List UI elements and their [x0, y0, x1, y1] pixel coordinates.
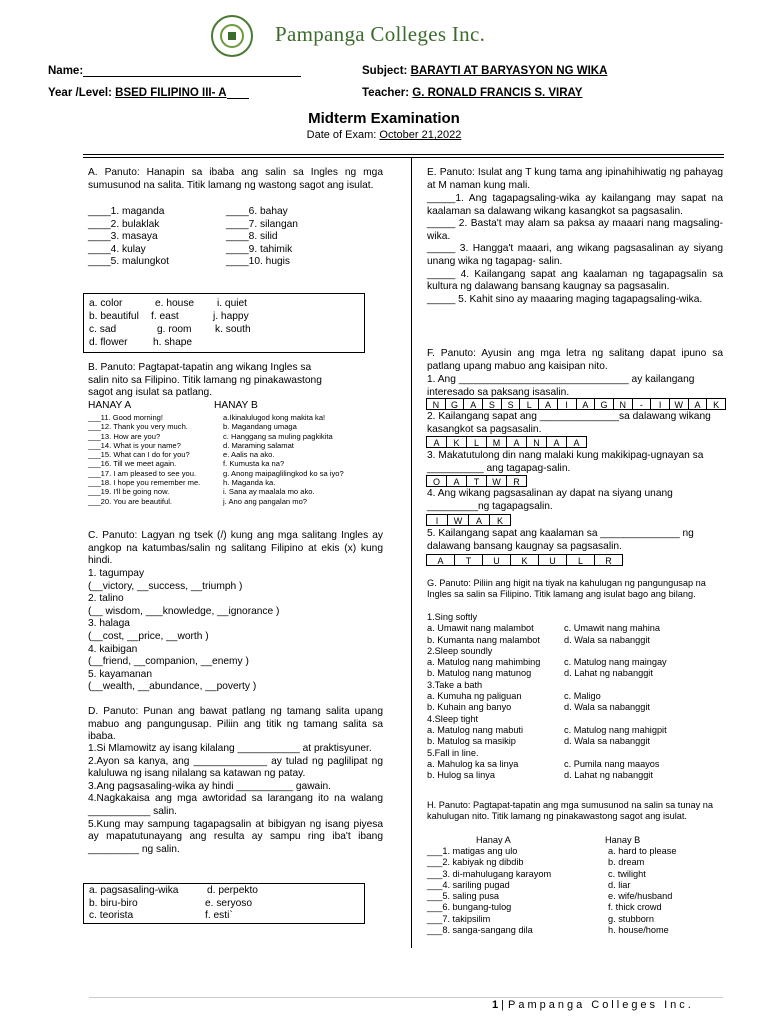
- choice: b. Matulog nang matunog: [427, 668, 532, 679]
- table-row: ___18. I hope you remember me. h. Maganda ka.: [88, 478, 276, 488]
- letter-cell: A: [468, 514, 490, 526]
- list-item: 4.Nagkakaisa ang mga awtoridad sa larangang ito na walang ___________ salin.: [88, 793, 383, 817]
- header-rule: [83, 154, 724, 155]
- list-item: 2. talino: [88, 593, 124, 605]
- question: 4.Sleep tight: [427, 713, 479, 724]
- hanay-a-item: ___5. saling pusa: [427, 891, 500, 902]
- table-row: [427, 891, 723, 902]
- section-f-instructions: F. Panuto: Ayusin ang mga letra ng salitang dapat ipuno sa patlang upang mabuo ang kaisipan nito.: [427, 348, 723, 372]
- list-item: ____3. masaya: [88, 231, 158, 243]
- footer-rule: [89, 997, 723, 998]
- letter-grid-3: [427, 475, 527, 487]
- list-item: 1.Si Mlamowitz ay isang kilalang ___________ at praktisyuner.: [88, 743, 372, 754]
- section-f-item-1: 1. Ang ______________________________ ay kailangang interesado sa paksang isasalin.: [427, 374, 695, 398]
- section-a-instructions: A. Panuto: Hanapin sa ibaba ang salin sa Ingles ng mga sumusunod na salita. Titik lamang ng wastong sagot ang isulat.: [88, 167, 383, 191]
- list-item: (__victory, __success, __triumph ): [88, 580, 243, 592]
- hanay-b-item: b. dream: [608, 857, 645, 868]
- hanay-a-item: ___1. matigas ang ulo: [427, 846, 518, 856]
- letter-cell: A: [463, 398, 483, 410]
- list-item: (__ wisdom, ___knowledge, __ignorance ): [88, 605, 280, 617]
- section-b-hanay-b: HANAY B: [214, 400, 258, 411]
- table-row: [427, 880, 723, 891]
- list-item: 3. halaga: [88, 618, 130, 630]
- list-item: 1. tagumpay: [88, 568, 145, 579]
- letter-cell: K: [489, 514, 511, 526]
- choice-row: [427, 668, 723, 679]
- table-row: ___11. Good morning! a.Ikinalulugod kong makita ka!: [88, 413, 326, 422]
- choice-row: [427, 635, 723, 646]
- choice: a. Umawit nang malambot: [427, 623, 534, 634]
- section-d-choices: a. pagsasaling-wika d. perpekto b. biru-biro e. seryoso c. teorista f. esti`: [89, 885, 258, 922]
- section-f-item-2: 2. Kailangang sapat ang ______________sa dalawang wikang kasangkot sa pagsasalin.: [427, 411, 711, 435]
- list-item: _____ 5. Kahit sino ay maaaring maging tagapagsaling-wika.: [427, 293, 703, 305]
- teacher-field: Teacher: G. RONALD FRANCIS S. VIRAY: [362, 87, 583, 99]
- list-item: ____10. hugis: [226, 256, 291, 268]
- section-h-instructions: H. Panuto: Pagtapat-tapatin ang mga sumusunod na salin sa tunay na kahulugan nito. Titik lamang ng pinakawastong sagot ang isulat.: [427, 800, 714, 822]
- list-item: ____9. tahimik: [226, 243, 293, 255]
- letter-cell: N: [526, 436, 547, 448]
- section-h-hanay-a: Hanay A: [476, 835, 511, 845]
- section-e-instructions: E. Panuto: Isulat ang T kung tama ang ipinahihiwatig ng pahayag at M naman kung mali.: [427, 167, 723, 191]
- section-g-instructions: G. Panuto: Piliin ang higit na tiyak na kahulugan ng pangungusap na Ingles sa salin sa Filipino. Titik lamang ang isulat bago ang bilang.: [427, 578, 706, 600]
- list-item: ____1. maganda: [88, 206, 165, 217]
- table-row: [427, 857, 723, 868]
- letter-grid-1: [427, 398, 726, 410]
- letter-cell: A: [426, 554, 455, 566]
- list-item: _____ 3. Hangga't maaari, ang wikang pagsasalinan ay siyang unang wika ng tagapag- salin.: [427, 243, 723, 267]
- hanay-a-item: ___2. kabiyak ng dibdib: [427, 857, 524, 868]
- section-d-instructions: D. Panuto: Punan ang bawat patlang ng tamang salita upang mabuo ang pangungusap. Piliin ang titik ng tamang salita sa ibaba.: [88, 706, 383, 743]
- page-footer: 1| Pampanga Colleges Inc.: [492, 999, 694, 1011]
- letter-cell: G: [445, 398, 465, 410]
- choice-row: [427, 623, 723, 634]
- choice: c. Pumila nang maayos: [564, 758, 660, 769]
- question: 1.Sing softly: [427, 612, 478, 622]
- hanay-b-item: c. twilight: [608, 868, 646, 879]
- letter-cell: A: [506, 436, 527, 448]
- question: 3.Take a bath: [427, 679, 483, 690]
- letter-grid-4: [427, 514, 511, 526]
- choice: a. Kumuha ng paliguan: [427, 691, 522, 702]
- section-h-rows: [427, 846, 723, 936]
- hanay-b-item: f. thick crowd: [608, 902, 662, 913]
- letter-cell: A: [576, 398, 596, 410]
- letter-cell: L: [566, 554, 595, 566]
- list-item: 5.Kung may sampung tagapagsalin at bibigyan ng isang piyesa ay mapatutunayang ang resulta ay sampu ring iba't ibang _________ ng salin.: [88, 818, 383, 855]
- section-h-hanay-b: Hanay B: [605, 835, 641, 845]
- list-item: ____6. bahay: [226, 206, 288, 217]
- choice-row: [427, 759, 723, 770]
- section-d-items: [88, 743, 383, 856]
- list-item: _____ 2. Basta't may alam sa paksa ay maaari nang magsaling-wika.: [427, 218, 723, 242]
- choice: b. Matulog sa masikip: [427, 736, 516, 747]
- table-row: ___14. What is your name? d. Maraming salamat: [88, 440, 294, 450]
- letter-grid-5: [427, 554, 623, 566]
- letter-cell: K: [446, 436, 467, 448]
- letter-cell: A: [546, 436, 567, 448]
- header-rule-2: [83, 157, 724, 158]
- table-row: ___15. What can I do for you? e. Aalis na ako.: [88, 450, 275, 460]
- choice: d. Lahat ng nabanggit: [564, 770, 653, 781]
- section-c-items: [88, 568, 383, 694]
- choice-row: [427, 736, 723, 747]
- choice: c. Umawit nang mahina: [564, 623, 661, 634]
- letter-cell: A: [538, 398, 558, 410]
- letter-grid-2: [427, 436, 587, 448]
- hanay-b-item: h. house/home: [608, 925, 669, 936]
- list-item: _____1. Ang tagapagsaling-wika ay kailangang may sapat na kaalaman sa dalawang wikang kasangkot sa pagsasalin.: [427, 193, 723, 217]
- choice: c. Matulog nang mahigpit: [564, 724, 667, 735]
- exam-title: Midterm Examination: [308, 110, 460, 127]
- letter-cell: R: [506, 475, 527, 487]
- letter-cell: U: [538, 554, 567, 566]
- choice: a. Matulog nang mabuti: [427, 724, 524, 735]
- choice-row: [427, 702, 723, 713]
- list-item: ____8. silid: [226, 231, 278, 243]
- choice: a. Mahulog ka sa linya: [427, 758, 519, 769]
- choice: d. Wala sa nabanggit: [564, 702, 650, 713]
- letter-cell: T: [466, 475, 487, 487]
- question: 5.Fall in line.: [427, 747, 479, 758]
- choice-row: [427, 725, 723, 736]
- choice: c. Matulog nang maingay: [564, 657, 667, 668]
- choice-row: [427, 770, 723, 781]
- letter-cell: O: [426, 475, 447, 487]
- list-item: ____5. malungkot: [88, 256, 169, 268]
- letter-cell: L: [519, 398, 539, 410]
- hanay-a-item: ___4. sariling pugad: [427, 879, 510, 890]
- school-name: Pampanga Colleges Inc.: [275, 22, 486, 46]
- section-f-item-3: 3. Makatutulong din nang malaki kung makikipag-ugnayan sa __________ ang tagapag-salin.: [427, 450, 704, 474]
- section-b-rows: [88, 413, 388, 506]
- letter-cell: A: [446, 475, 467, 487]
- choice: b. Kumanta nang malambot: [427, 634, 540, 645]
- list-item: 3.Ang pagsasaling-wika ay hindi __________ gawain.: [88, 780, 331, 792]
- letter-cell: L: [466, 436, 487, 448]
- year-field: Year /Level: BSED FILIPINO III- A: [48, 87, 249, 99]
- hanay-b-item: g. stubborn: [608, 913, 654, 924]
- letter-cell: W: [486, 475, 507, 487]
- list-item: _____ 4. Kailangang sapat ang kaalaman ng tagapagsalin sa kultura ng dalawang bansang kaugnay sa pagsasalin.: [427, 268, 723, 293]
- subject-field: Subject: BARAYTI AT BARYASYON NG WIKA: [362, 65, 608, 77]
- letter-cell: W: [669, 398, 689, 410]
- letter-cell: I: [426, 514, 448, 526]
- letter-cell: I: [557, 398, 577, 410]
- letter-cell: S: [482, 398, 502, 410]
- letter-cell: R: [594, 554, 623, 566]
- section-c-instructions: C. Panuto: Lagyan ng tsek (/) kung ang mga salitang Ingles ay angkop na katumbas/salin ng salitang Filipino at ekis (x) kung hindi.: [88, 530, 383, 567]
- choice-row: [427, 657, 723, 668]
- table-row: ___12. Thank you very much. b. Magandang umaga: [88, 422, 297, 432]
- section-a-choices: a. color e. house i. quiet b. beautiful f. east j. happy c. sad g. room k. south d. flower h. shape: [89, 298, 251, 348]
- section-b-hanay-a: HANAY A: [88, 400, 132, 411]
- section-g-items: [427, 612, 723, 781]
- list-item: 2.Ayon sa kanya, ang _____________ ay tulad ng paglilipat ng kaluluwa ng isang nilalang sa katawan ng patay.: [88, 755, 383, 780]
- letter-cell: K: [706, 398, 726, 410]
- letter-cell: S: [501, 398, 521, 410]
- letter-cell: I: [650, 398, 670, 410]
- letter-cell: T: [454, 554, 483, 566]
- table-row: [427, 925, 723, 936]
- choice: a. Matulog nang mahimbing: [427, 657, 541, 668]
- list-item: ____2. bulaklak: [88, 218, 160, 230]
- table-row: [427, 914, 723, 925]
- section-e-items: [427, 193, 723, 306]
- hanay-b-item: a. hard to please: [608, 846, 677, 856]
- letter-cell: A: [688, 398, 708, 410]
- hanay-a-item: ___6. bungang-tulog: [427, 902, 512, 913]
- letter-cell: N: [426, 398, 446, 410]
- list-item: ____7. silangan: [226, 218, 298, 230]
- list-item: (__friend, __companion, __enemy ): [88, 656, 249, 668]
- question: 2.Sleep soundly: [427, 645, 493, 656]
- choice: c. Maligo: [564, 691, 601, 702]
- list-item: 4. kaibigan: [88, 643, 138, 655]
- letter-cell: U: [482, 554, 511, 566]
- choice: d. Wala sa nabanggit: [564, 634, 650, 645]
- hanay-b-item: d. liar: [608, 879, 631, 890]
- exam-date: Date of Exam: October 21,2022: [306, 129, 462, 141]
- table-row: [427, 869, 723, 880]
- list-item: 5. kayamanan: [88, 668, 152, 680]
- section-a-left-items: [88, 206, 218, 269]
- section-b-instructions: B. Panuto: Pagtapat-tapatin ang wikang Ingles sa salin nito sa Filipino. Titik lamang ng pinakawastong sagot ang isulat sa patlang.: [88, 362, 322, 399]
- hanay-a-item: ___8. sanga-sangang dila: [427, 925, 533, 936]
- table-row: [427, 902, 723, 913]
- letter-cell: K: [510, 554, 539, 566]
- list-item: (__cost, __price, __worth ): [88, 630, 209, 642]
- list-item: (__wealth, __abundance, __poverty ): [88, 681, 257, 693]
- letter-cell: A: [426, 436, 447, 448]
- table-row: ___17. I am pleased to see you. g. Anong maipaglilingkod ko sa iyo?: [88, 468, 344, 478]
- hanay-b-item: e. wife/husband: [608, 891, 673, 902]
- list-item: ____4. kulay: [88, 243, 146, 255]
- school-logo: [211, 15, 253, 57]
- letter-cell: -: [632, 398, 652, 410]
- table-row: ___20. You are beautiful. j. Ano ang pangalan mo?: [88, 496, 308, 506]
- table-row: [427, 846, 723, 857]
- letter-cell: A: [566, 436, 587, 448]
- letter-cell: M: [486, 436, 507, 448]
- choice: b. Hulog sa linya: [427, 770, 495, 781]
- letter-cell: W: [447, 514, 469, 526]
- hanay-a-item: ___7. takipsilim: [427, 913, 491, 924]
- choice: b. Kuhain ang banyo: [427, 702, 512, 713]
- section-a-right-items: [226, 206, 356, 269]
- table-row: ___16. Till we meet again. f. Kumusta ka na?: [88, 459, 285, 469]
- letter-cell: G: [594, 398, 614, 410]
- choice: d. Lahat ng nabanggit: [564, 668, 653, 679]
- table-row: ___19. I'll be going now. i. Sana ay maalala mo ako.: [88, 487, 315, 497]
- column-divider: [411, 158, 412, 948]
- table-row: ___13. How are you? c. Hanggang sa muling pagkikita: [88, 431, 333, 441]
- hanay-a-item: ___3. di-mahulugang karayom: [427, 868, 552, 879]
- section-f-item-4: 4. Ang wikang pagsasalinan ay dapat na siyang unang _________ng tagapagsalin.: [427, 488, 673, 512]
- letter-cell: N: [613, 398, 633, 410]
- choice: d. Wala sa nabanggit: [564, 736, 650, 747]
- choice-row: [427, 691, 723, 702]
- name-field[interactable]: Name:: [48, 65, 301, 77]
- section-f-item-5: 5. Kailangang sapat ang kaalaman sa ______________ ng dalawang bansang kaugnay sa pagsasalin.: [427, 528, 694, 552]
